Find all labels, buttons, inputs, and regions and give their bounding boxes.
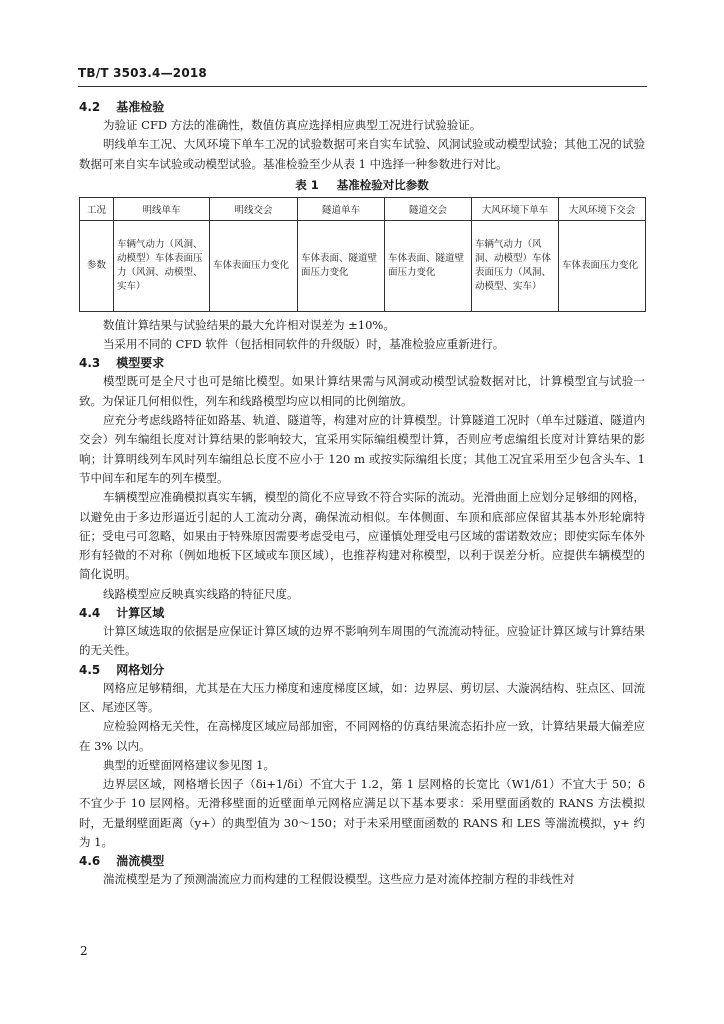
table-cell: 车体表面压力变化 xyxy=(210,220,298,311)
paragraph: 应检验网格无关性，在高梯度区域应局部加密，不同网格的仿真结果流态拓扑应一致，计算结果最大偏差应在 3% 以内。 xyxy=(79,719,645,753)
main-content xyxy=(79,98,645,890)
table-header-cell: 明线交会 xyxy=(210,197,298,220)
table-cell: 车辆气动力（风洞、动模型）车体表面压力（风洞、动模型、实车） xyxy=(472,220,559,311)
paragraph: 明线单车工况、大风环境下单车工况的试验数据可来自实车试验、风洞试验或动模型试验；其他工况的试验数据可来自实车试验或动模型试验。基准检验至少从表 1 中选择一种参数进行对比。 xyxy=(79,137,645,171)
table-1-caption xyxy=(79,176,645,194)
table-header-cell: 大风环境下单车 xyxy=(472,197,559,220)
section-number: 4.3 xyxy=(79,356,101,371)
table-header-cell: 隧道单车 xyxy=(298,197,385,220)
paragraph: 应充分考虑线路特征如路基、轨道、隧道等，构建对应的计算模型。计算隧道工况时（单车过隧道、隧道内交会）列车编组长度对计算结果的影响较大，宜采用实际编组模型计算，否则应考虑编组长度对计算结果的影响；计算明线列车风时列车编组总长度不应小于 120 m 或按实际编组长度；其他工况宜采用至少包含头车、1 节中间车和尾车的列车模型。 xyxy=(79,413,645,485)
table-header-cell: 明线单车 xyxy=(114,197,210,220)
section-4-2-heading xyxy=(79,98,645,116)
section-4-4-heading xyxy=(79,604,645,622)
section-title: 计算区域 xyxy=(116,606,165,621)
paragraph: 数值计算结果与试验结果的最大允许相对误差为 ±10%。 xyxy=(103,317,395,332)
section-title: 基准检验 xyxy=(116,100,165,114)
section-4-6-heading xyxy=(79,852,645,870)
table-cell: 车辆气动力（风洞、动模型）车体表面压力（风洞、动模型、实车） xyxy=(114,220,210,311)
section-number: 4.2 xyxy=(79,100,101,114)
paragraph: 边界层区域，网格增长因子（δi+1/δi）不宜大于 1.2，第 1 层网格的长宽比（W1/δ1）不宜大于 50；δ 不宜少于 10 层网格。无滑移壁面的近壁面单元网格应满足以下基本要求：采用壁面函数的 RANS 方法模拟时，无量纲壁面距离（y+）的典型值为 30～150；对于未采用壁面函数的 RANS 和 LES 等湍流模拟，y+ 约为 1。 xyxy=(79,777,645,850)
table-cell: 车体表面、隧道壁面压力变化 xyxy=(385,220,472,311)
section-title: 湍流模型 xyxy=(116,854,165,869)
paragraph: 线路模型应反映真实线路的特征尺度。 xyxy=(103,586,299,601)
paragraph: 模型既可是全尺寸也可是缩比模型。如果计算结果需与风洞或动模型试验数据对比，计算模型宜与试验一致。为保证几何相似性，列车和线路模型均应以相同的比例缩放。 xyxy=(79,374,645,408)
section-4-3-heading xyxy=(79,354,645,372)
section-number: 4.5 xyxy=(79,662,101,677)
paragraph: 当采用不同的 CFD 软件（包括相同软件的升级版）时，基准检验应重新进行。 xyxy=(103,337,505,352)
table-header-row xyxy=(80,197,646,220)
table-row xyxy=(80,220,646,311)
table-row-label: 参数 xyxy=(80,220,114,311)
table-cell: 车体表面压力变化 xyxy=(559,220,646,311)
section-4-5-heading xyxy=(79,661,645,679)
table-title: 基准检验对比参数 xyxy=(336,177,429,192)
header-rule xyxy=(78,86,647,87)
section-title: 模型要求 xyxy=(116,356,165,371)
page-number: 2 xyxy=(80,944,88,958)
paragraph: 车辆模型应准确模拟真实车辆，模型的简化不应导致不符合实际的流动。光滑曲面上应划分足够细的网格，以避免由于多边形逼近引起的人工流动分离，确保流动相似。车体侧面、车顶和底部应保留其基本外形轮廓特征；受电弓可忽略，如果由于特殊原因需要考虑受电弓，应谨慎处理受电弓区域的雷诺数效应；即使实际车体外形有轻微的不对称（例如地板下区域或车顶区域），也推荐构建对称模型，以利于误差分析。应提供车辆模型的简化说明。 xyxy=(79,490,645,582)
section-title: 网格划分 xyxy=(116,662,165,677)
paragraph: 湍流模型是为了预测湍流应力而构建的工程假设模型。这些应力是对流体控制方程的非线性对 xyxy=(103,872,575,887)
table-header-cell: 大风环境下交会 xyxy=(559,197,646,220)
section-number: 4.4 xyxy=(79,606,101,621)
paragraph: 网格应足够精细，尤其是在大压力梯度和速度梯度区域，如：边界层、剪切层、大漩涡结构、驻点区、回流区、尾迹区等。 xyxy=(79,680,645,714)
paragraph: 计算区域选取的依据是应保证计算区域的边界不影响列车周围的气流流动特征。应验证计算区域与计算结果的无关性。 xyxy=(79,624,645,658)
section-number: 4.6 xyxy=(79,854,101,869)
paragraph: 典型的近壁面网格建议参见图 1。 xyxy=(103,757,275,772)
table-label: 表 1 xyxy=(295,177,319,192)
table-cell: 车体表面、隧道壁面压力变化 xyxy=(298,220,385,311)
document-header: TB/T 3503.4—2018 xyxy=(78,66,207,80)
table-header-cell: 工况 xyxy=(80,197,114,220)
table-1 xyxy=(79,197,646,312)
paragraph: 为验证 CFD 方法的准确性，数值仿真应选择相应典型工况进行试验验证。 xyxy=(103,118,482,132)
table-header-cell: 隧道交会 xyxy=(385,197,472,220)
